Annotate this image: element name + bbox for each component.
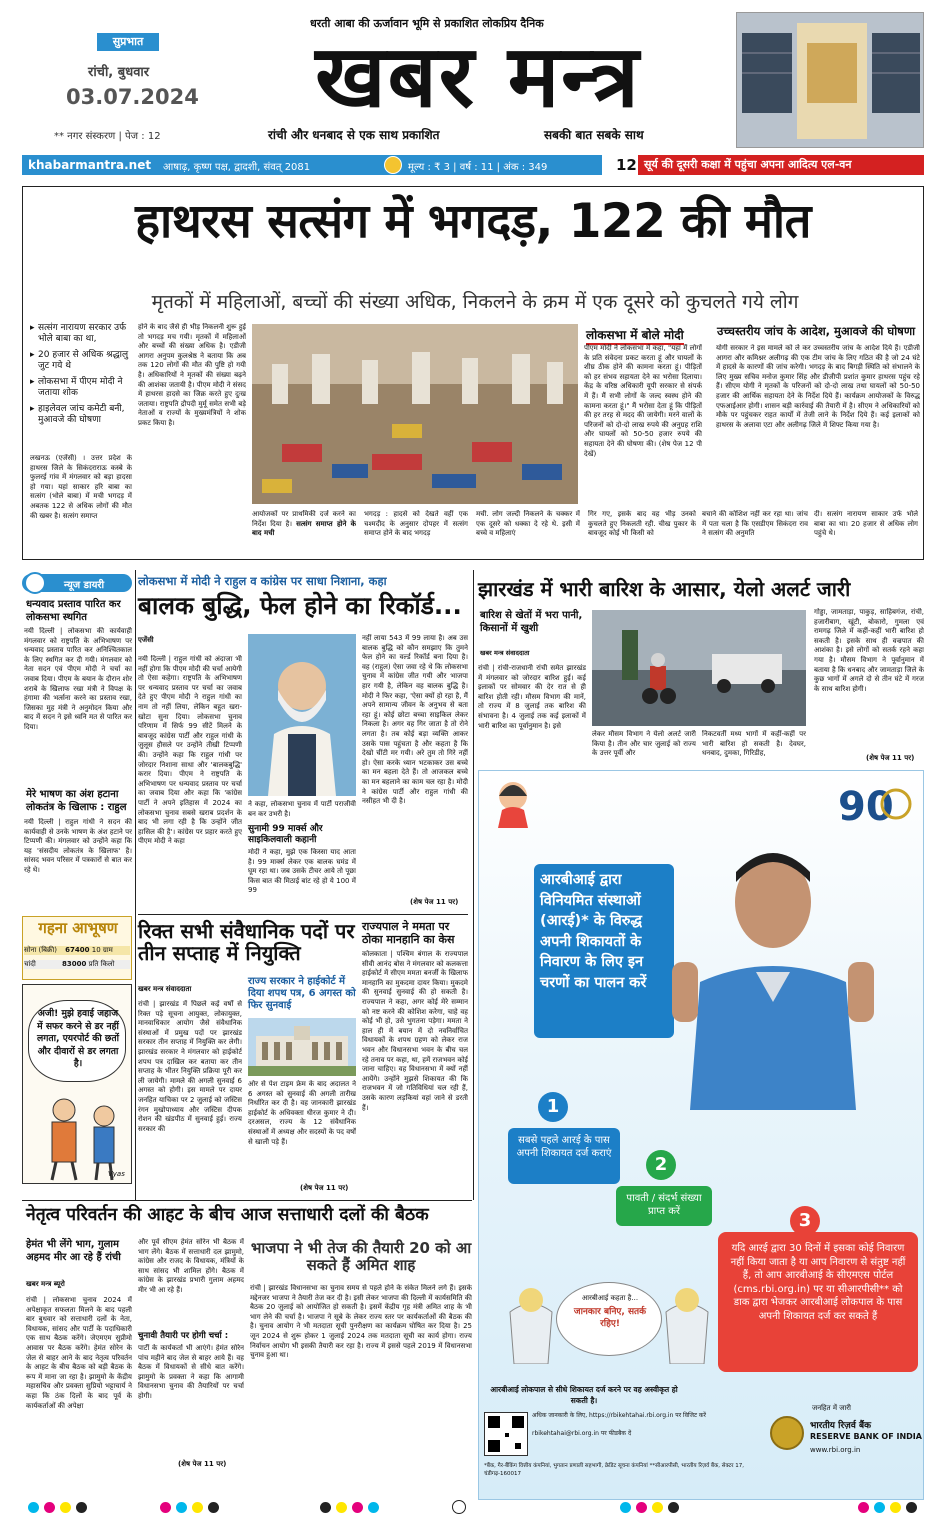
lead-col8: दी। सत्संग नारायण साकार उर्फ भोले बाबा का था। 20 हजार से अधिक लोग पहुंचे थे। [814,510,918,538]
print-dot [176,1502,187,1513]
rbi-footer1[interactable]: अधिक जानकारी के लिए, https://rbikehtahai.rbi.org.in पर विजिट करें [532,1412,706,1419]
rbi-coin-bag [662,1282,712,1364]
website: khabarmantra.net [28,158,152,172]
newspaper-title: खबर मन्त्र [315,27,641,127]
cartoon-text: अजी! मुझे हवाई जहाज में सफर करने से डर नहीं लगता, एयरपोर्ट की छतों और दीवारों से डर लगता है। [37,1008,119,1069]
bullet-item: ▸ 20 हजार से अधिक श्रद्धालु जुट गये थे [30,350,129,371]
bottom-col2-head: चुनावी तैयारी पर होगी चर्चा : [138,1331,229,1341]
gold-label: सोना (बिक्री) [24,946,57,954]
bottom-col2: और पूर्व सीएम हेमंत सोरेन भी बैठक में भाग लेंगे। बैठक में सत्ताधारी दल झामुमो, कांग्रेस और राजद के विधायक, मंत्रियों के साथ सांसद भी शामिल होंगे। बैठक में कांग्रेस के झारखंड प्रभारी गुलाम अहमद मीर भी आ रहे हैं। [138,1238,244,1294]
lead-col3 [252,510,356,552]
lead-bullets [30,323,132,426]
mamta-headline: राज्यपाल ने ममता पर ठोका मानहानि का केस [362,920,455,946]
panchang: आषाढ़, कृष्ण पक्ष, द्वादशी, संवत् 2081 [163,162,311,173]
city-day: रांची, बुधवार [88,65,150,80]
print-dot [60,1502,71,1513]
cartoon-drawing [24,1090,130,1182]
print-dot [320,1502,331,1513]
lead-col2: होने के बाद जैसे ही भीड़ निकलनी शुरू हुई तो भगदड़ मच गयी। मृतकों में महिलाओं और बच्चों की संख्या अधिक है। एडीजी आगरा अनुपम कुलश्रेष्ठ ने बताया कि अब तक 120 लोगों की मौत की पुष्टि हो गयी है। अधिकारियों ने मृतकों की संख्या बढ़ने की आशंका जतायी है। पीएम मोदी ने संसद में हाथरस हादसे का जिक्र करते हुए दुःख जताया। राष्ट्रपति द्रौपदी मुर्मू समेत सभी बड़े नेताओं व राज्यों के मुख्यमंत्रियों ने शोक प्रकट किया है। [138,323,246,427]
posts-headline: रिक्त सभी संवैधानिक पदों पर तीन सप्ताह में नियुक्ति [138,919,355,965]
rbi-footer2[interactable]: rbikehtahai@rbi.org.in पर फीडबैक दें [532,1430,632,1437]
rbi-speech-big: जानकार बनिए, सतर्क रहिए! [573,1307,647,1329]
rbi-url[interactable]: www.rbi.org.in [810,1446,861,1454]
bullet-item: ▸ हाइलेवल जांच कमेटी बनी, मुआवजे की घोषणा [30,404,125,425]
print-dot [44,1502,55,1513]
print-dot [28,1502,39,1513]
modi-photo [248,634,356,796]
lead-headline: हाथरस सत्संग में भगदड़, 122 की मौत [135,194,811,249]
edition-tag: सुप्रभात [97,33,159,51]
bjp-headline: भाजपा ने भी तेज की तैयारी 20 को आ सकते हैं अमित शाह [250,1239,472,1274]
print-dot [76,1502,87,1513]
print-dot [652,1502,663,1513]
print-dot [620,1502,631,1513]
modi-story-col2-text: मोदी ने कहा, मुझे एक किस्सा याद आता है। 99 मार्क्स लेकर एक बालक घमंड में घूम रहा था। जब उसके टीचर आये तो पूछा किस बात की मिठाई बांट रहे हो ये 100 में 99 [248,848,356,895]
masthead-sub-right: सबकी बात सबके साथ [544,128,644,142]
probe-text: योगी सरकार ने इस मामले को ले कर उच्चस्तरीय जांच के आदेश दिये हैं। एडीजी आगरा और कमिश्नर अलीगढ़ की एक टीम जांच के लिए गठित की है जो 24 घंटे में हादसे के कारणों की जांच करेगी। भगदड़ के बाद बिगड़ी स्थिति को संभालने के लिए मुख्य सचिव मनोज कुमार सिंह और डीजीपी प्रशांत कुमार हाथरस पहुंच रहे हैं। सीएम योगी ने मृतकों के परिजनों को दो-दो लाख तथा घायलों को 50-50 हजार की आर्थिक सहायता देने के निर्देश दिये हैं। कार्यक्रम आयोजकों के विरुद्ध एफआईआर होगी। शासन बड़ी कार्रवाई की तैयारी में है। सीएम ने अधिकारियों को मौके पर पहुंचकर राहत कार्यों में तेजी लाने के निर्देश दिये हैं। कई इलाकों को हाथरस के अलावा एटा और अलीगढ़ जिले में शिफ्ट किया गया है। [716,344,920,429]
price-info: मूल्य : ₹ 3 | वर्ष : 11 | अंक : 349 [408,162,548,173]
rbi-90-text: 90 [838,784,894,830]
modi-story-col2: ने कहा, लोकसभा चुनाव में पार्टी पराजीवी बन कर उभरी है। [248,800,356,818]
bottom-cont: (शेष पेज 11 पर) [178,1460,227,1468]
photo-caption: आयोजकों पर प्राथमिकी दर्ज करने का निर्देश दिया है। [252,510,356,528]
modi-story-col3: नहीं लाया 543 में 99 लाया है। अब उस बालक बुद्धि को कौन समझाए कि तुमने फेल होने का वर्ल्ड रिकॉर्ड बना दिया है। वह (राहुल) ऐसा जवा रहे थे कि लोकसभा चुनाव में कांग्रेस जीत गयी और भाजपा हार गयी है, लेकिन वह बालक बुद्धि है। मोदी ने फिर कहा, 'ऐसा क्यों हो रहा है, मैं अपने सामान्य जीवन के अनुभव से बता रहा हूं। कोई छोटा बच्चा साइकिल लेकर निकला है। अगर वह गिर जाता है तो रोने लगता है। तब कोई बड़ा व्यक्ति आकर उसके पास पहुंचता है और कहता है कि देखो चींटी मर गयी। अरे तुम तो गिरे नहीं हो। ऐसा करके ध्यान भटकाकर उस बच्चे का मन बहला देते हैं। तो आजकल बच्चे का मन बहलाने का काम चल रहा है। मोदी ने कांग्रेस पार्टी और राहुल गांधी की नसीहत भी दी है। [362,634,468,806]
price-badge-icon [384,156,402,174]
rain-col3: गोड्डा, जामताड़ा, पाकुड़, साहिबगंज, रांची, हजारीबाग, खूंटी, बोकारो, गुमला एवं रामगढ़ जिले में कहीं-कहीं भारी बारिश हो सकती है। इसके साथ ही वज्रपात की आशंका है। इसे लोगों को सतर्क रहने कहा गया है। मौसम विभाग ने पूर्वानुमान में बताया है कि धनबाद और जामताड़ा जिले के कुछ भागों में अगले दो से तीन घंटे में गरज के साथ बारिश होगी। [814,608,924,693]
left-item1-head: धन्यवाद प्रस्ताव पारित कर लोकसभा स्थगित [26,599,121,623]
lead-col6: गिर गए, इसके बाद वह भीड़ उनको कुचलते हुए निकलती रही. चीख पुकार के बावजूद कोई भी किसी को [588,510,696,538]
bullet-item: ▸ सत्संग नारायण सरकार उर्फ भोले बाबा का था, [30,323,127,344]
rbi-logo-icon [770,1416,804,1450]
divider [473,570,474,1200]
gold-unit: 10 ग्राम [91,946,113,954]
gold-row [24,946,130,955]
rbi-headline: आरबीआई द्वारा विनियमित संस्थाओं (आरई)* के विरुद्ध अपनी शिकायतों के निवारण के लिए इन चरणों का पालन करें [540,872,647,991]
print-dot [636,1502,647,1513]
lead-col5: मची. लोग जल्दी निकलने के चक्कर में एक दूसरे को धक्का दे रहे थे. इसी में बच्चे व महिलाएं [476,510,580,538]
modi-story-col1: नयी दिल्ली | राहुल गांधी को अंदाजा भी नहीं होगा कि पीएम मोदी की चर्चा आयेगी तो ऐसा कहेगा। राष्ट्रपति के अभिभाषण पर धन्यवाद प्रस्ताव पर चर्चा का जवाब देते हुए पीएम मोदी ने राहुल गांधी का नाम तो नहीं लिया, लेकिन बहुत खरा-खोटा सुना दिया। लोकसभा चुनाव परिणाम में सिर्फ 99 सीटें मिलने के बावजूद कांग्रेस पार्टी और राहुल गांधी के जुलूस हौसले पर उन्होंने तीखी टिप्पणी की। उन्होंने कहा कि राहुल गांधी पर जोरदार निशाना साधा और 'बालकबुद्धि' करार दिया। पीएम ने राष्ट्रपति के अभिभाषण पर धन्यवाद प्रस्ताव पर चर्चा का जवाब दिया और कहा कि 'कांग्रेस पार्टी ने अपने इतिहास में 2024 का लोकसभा चुनाव सबसे खराब प्रदर्शन के बाद भी लगा रही है कि उन्होंने जीत हासिल की है'। कांग्रेस पर प्रहार करते हुए पीएम मोदी ने कहा [138,655,242,846]
rain-byline: खबर मन्त्र संवाददाता [480,649,530,657]
silver-row [24,960,130,969]
bullet-item: ▸ लोकसभा में पीएम मोदी ने जताया शोक [30,377,123,398]
news-diary-label: न्यूज डायरी [64,580,105,591]
rain-subhead: बारिश से खेतों में भरा पानी, किसानों में खुशी [480,610,583,634]
rain-col1: रांची | रांची-राजधानी रांची समेत झारखंड में मंगलवार को जोरदार बारिश हुई। कई इलाकों पर सोमवार की देर रात से ही बारिश होती रही। मौसम विभाग की मानें, तो राज्य में 8 जुलाई तक बारिश की संभावना है। 4 जुलाई तक कई इलाकों में भारी बारिश का पूर्वानुमान है। इसे [478,664,586,730]
bottom-col1: रांची | लोकसभा चुनाव 2024 में अपेक्षाकृत सफलता मिलने के बाद पहली बार बुधवार को सत्ताधारी दलों के नेता, विधायक, सांसद और पार्टी के पदाधिकारी एक साथ बैठक करेंगे। जेएमएम सुप्रीमो आवास पर बैठक करेंगे। हेमंत सोरेन के जेल से बाहर आने के बाद नेतृत्व परिवर्तन के आहट के बीच बैठक को बड़ी बैठक के रूप में माना जा रहा है। झामुमो के केंद्रीय महासचिव और प्रवक्ता सुप्रियो भट्टाचार्य ने कहा कि ठंक दिलों के बाद पूर्व के कार्यकर्ताओं की अपेक्षा [26,1296,132,1410]
rbi-coin-bag [506,1282,556,1364]
print-dot [858,1502,869,1513]
bottom-col2-text: पार्टी के कार्यकर्ता भी आएंगे। हेमंत सोरेन पांच महीने बाद जेल से बाहर आये हैं। वह बैठक में विधायकों से सीधे बात करेंगे। झामुमो के प्रवक्ता ने कहा कि आगामी विधानसभा चुनाव की तैयारियों पर चर्चा होगी। [138,1344,244,1400]
modi-box-text: पीएम मोदी ने लोकसभा में कहा, "यहां मैं लोगों के प्रति संवेदना प्रकट करता हूं और घायलों के शीघ्र ठीक होने की कामना करता हूं। पीड़ितों को हर संभव सहायता देने का भरोसा दिलाया। केंद्र के वरिष्ठ अधिकारी यूपी सरकार से संपर्क में हैं। मैं सभी लोगों के जल्द स्वस्थ होने की कामना करता हूं।" मैं भरोसा देता हूं कि पीड़ितों की हर तरह से मदद की जायेगी। मरने वालों के परिजनों को दो-दो लाख रुपये की अनुग्रह राशि और घायलों को 50-50 हजार रुपये की सहायता देने की घोषणा की। (शेष पेज 12 पी देखें) [584,344,702,458]
print-dot [208,1502,219,1513]
modi-box-head: लोकसभा में बोले मोदी [586,326,684,345]
lead-col1: लखनऊ (एजेंसी) । उत्तर प्रदेश के हाथरस जिले के सिकंदराराऊ कस्बे के फुलरई गांव में मंगलवार को बड़ा हादसा हो गया। यहां साकार हरि बाबा का सत्संग (भोले बाबा) में मची भगदड़ में अबतक 122 से अधिक लोगों की मौत की खबर है। सत्संग समाप्त [30,454,132,520]
modi-story-headline: बालक बुद्धि, फेल होने का रिकॉर्ड... [138,591,462,620]
rbi-step3-circle: 3 [790,1206,820,1236]
silver-label: चांदी [24,960,36,968]
promo-strip[interactable]: सूर्य की दूसरी कक्षा में पहुंचा अपना आदित्य एल-वन [638,155,924,175]
rbi-step3: यदि आरई द्वारा 30 दिनों में इसका कोई निवारण नहीं किया जाता है या आप निवारण से संतुष्ट नहीं हैं, तो आप आरबीआई के सीएमएस पोर्टल (cms.rbi.org.in) पर या सीआरपीसी** को डाक द्वारा भेजकर आरबीआई लोकपाल के पास अपनी शिकायत दर्ज कर सकते हैं [718,1232,918,1372]
issue-date: 03.07.2024 [66,85,199,109]
rbi-issued-by: जनहित में जारी [812,1404,851,1412]
silver-price: 83000 [62,960,87,968]
rbi-90-badge [836,780,916,830]
rbi-step2-circle: 2 [646,1150,676,1180]
rbi-speech-small: आरबीआई कहता है... [581,1294,639,1302]
print-dot [336,1502,347,1513]
rbi-model-photo [660,842,886,1110]
rbi-step1-circle: 1 [538,1092,568,1122]
posts-col2: ओर से पेश टाइम फ्रेम के बाद अदालत ने 6 अगस्त को सुनवाई की अगली तारीख निर्धारित कर दी है। वह जानकारी झारखंड हाईकोर्ट के अधिवक्ता धीरज कुमार ने दी। दरअसल, राज्य के 12 संवैधानिक संस्थाओं में अध्यक्ष और सदस्यों के पद वर्षों से खाली पड़े हैं। [248,1080,356,1146]
print-dot [352,1502,363,1513]
jewel-logo: गहना आभूषण [38,919,118,937]
left-item1-text: नयी दिल्ली | लोकसभा की कार्यवाही मंगलवार को राष्ट्रपति के अभिभाषण पर धन्यवाद प्रस्ताव पारित कर अनिश्चितकाल के लिए स्थगित कर दी गयी। मंगलवार को नेता सदन एवं पीएम मोदी ने चर्चा का जवाब दिया। पीएम के बयान के दौरान शोर शराबे के खिलाफ रखा मंत्री ने विपक्ष के हंगामा की भर्त्सना करने का प्रस्ताव रखा, जिसका मुह मंत्री ने अनुमोदन किया और बाद में सदन ने इसे ध्वनि मत से पारित कर दिया। [24,627,132,731]
left-item2-text: नयी दिल्ली | राहुल गांधी ने सदन की कार्यवाही से उनके भाषण के अंश हटाने पर टिप्पणी की। मंगलवार को उन्होंने कहा कि यह 'संसदीय लोकतंत्र के खिलाफ' है। सांसद भवन परिसर में पत्रकारों से बात कर रहे थे। [24,818,132,874]
gold-price: 67400 [65,946,90,954]
photo-caption-bold: सत्संग समाप्त होने के बाद मची [252,519,356,538]
satellite-photo [736,12,924,148]
print-dot [160,1502,171,1513]
rain-cont: (शेष पेज 11 पर) [866,754,915,762]
print-dot [874,1502,885,1513]
rbi-note: आरबीआई लोकपाल से सीधे शिकायत दर्ज करने पर वह अस्वीकृत हो सकती है। [490,1385,678,1405]
print-dot [192,1502,203,1513]
print-dot [668,1502,679,1513]
bottom-byline: खबर मन्त्र ब्यूरो [26,1280,65,1288]
rain-caption-a: लेकर मौसम विभाग ने येलो अलर्ट जारी किया है। तीन और चार जुलाई को राज्य के उत्तर पूर्वी और [592,730,696,758]
posts-byline: खबर मन्त्र संवाददाता [138,985,192,993]
divider [22,1200,472,1201]
rbi-bank-hi: भारतीय रिज़र्व बैंक [810,1421,872,1431]
rbi-step1: सबसे पहले आरई के पास अपनी शिकायत दर्ज कराएं [508,1128,620,1184]
bjp-text: रांची | झारखंड विधानसभा का चुनाव समय से पहले होने के संकेत मिलने लगे हैं। इसके मद्देनजर भाजपा ने तैयारी तेज कर दी है। इसी लेकर भाजपा की दिल्ली में कार्यसमिति की बैठक 20 जुलाई को आयोजित हो सकती है। इसमें केंद्रीय गृह मंत्री अमित शाह के भी भाग लेने की चर्चा है। भाजपा ने सूबे के लेकर राज्य स्तर पर कार्यकर्ताओं की बैठक की है। चुनाव आयोग ने भी मतदाता सूची पुनरीक्षण का कार्यक्रम घोषित कर दिया है। 25 जून 2024 से शुरू होकर 1 जुलाई 2024 तक मतदाता सूची का कार्य होगा। राज्य निर्वाचन आयोग भी इसकी तैयारी कर रहा है। राज्य में इससे पहले 2019 में विधानसभा चुनाव हुआ था। [250,1284,472,1360]
rbi-footer3: *बैंक, गैर-बैंकिंग वित्तीय कंपनियां, भुगतान प्रणाली सहभागी, क्रेडिट सूचना कंपनियां **सीआरपीसी, भारतीय रिज़र्व बैंक, सेक्टर 17, चंडीगढ़-160017 [484,1463,744,1477]
posts-cont: (शेष पेज 11 पर) [300,1184,349,1192]
modi-story-cont: (शेष पेज 11 पर) [410,898,459,906]
silver-unit: प्रति किलो [88,960,115,968]
cartoon-signature: Vyas [108,1170,125,1178]
posts-subhead: राज्य सरकार ने हाईकोर्ट में दिया शपथ पत्र, 6 अगस्त को फिर सुनवाई [248,976,356,1011]
divider [138,914,468,915]
posts-col1: रांची | झारखंड में पिछले कई वर्षों से रिक्त पड़े सूचना आयुक्त, लोकायुक्त, मानवाधिकार आयोग जैसे संवैधानिक संस्थाओं में प्रमुख पदों पर झारखंड सरकार तीन सप्ताह में नियुक्ति कर लेगी। झारखंड सरकार ने मंगलवार को हाईकोर्ट शपथ पत्र दाखिल कर बताया कर तीन सप्ताह के भीतर नियुक्ति प्रक्रिया पूरी कर ली जायेगी। मामले की अगली सुनवाई 6 अगस्त को होगी। इस मामले पर दायर जनहित याचिका पर 2 जुलाई को जस्टिस रंगन मुखोपाध्याय और जस्टिस दीपक रोशन की खंडपीठ में सुनवाई हुई। राज्य सरकार की [138,1000,242,1133]
bottom-headline: नेतृत्व परिवर्तन की आहट के बीच आज सत्ताधारी दलों की बैठक [26,1205,429,1225]
stampede-photo [252,324,578,504]
left-item2-head: मेरे भाषण का अंश हटाना लोकतंत्र के खिलाफ : राहुल [26,789,127,813]
masthead-tagline: धरती आबा की ऊर्जावान भूमि से प्रकाशित लोकप्रिय दैनिक [310,17,544,30]
probe-head: उच्चस्तरीय जांच के आदेश, मुआवजे की घोषणा [717,324,916,338]
modi-story-kicker: लोकसभा में मोदी ने राहुल व कांग्रेस पर साधा निशाना, कहा [138,574,387,588]
bottom-subhead: हेमंत भी लेंगे भाग, गुलाम अहमद मीर आ रहे हैं रांची [26,1239,121,1263]
highcourt-photo [248,1018,356,1076]
edition-page: ** नगर संस्करण | पेज : 12 [54,131,161,142]
masthead-sub-left: रांची और धनबाद से एक साथ प्रकाशित [268,128,440,142]
mamta-text: कोलकाता | पश्चिम बंगाल के राज्यपाल सीवी आनंद बोस ने मंगलवार को कलकत्ता हाईकोर्ट में सीएम ममता बनर्जी के खिलाफ मानहानि का मुकदमा दायर किया। मुकदमे की सुनवाई सुनवाई की हो सकती है। राज्यपाल ने कहा, अगर कोई मेरे सम्मान को नष्ट करने की कोशिश करेगा, चाहे वह कोई भी हो, उसे भुगतना पड़ेगा। ममता ने हाल ही में बयान में दो नवनिर्वाचित विधायकों के शपथ ग्रहण को लेकर राज भवन और विधानसभा भवन के बीच चल रहे तनाव पर कहा, था, हमें राजभवन कोई जाना चाहिए। वह विधानसभा में क्यों नहीं आयेंगे। उन्होंने मुझसे शिकायत की कि राजभवन में जो गतिविधियां चल रही हैं, उसके कारण लड़कियां वहां जाने से डरती हैं। [362,950,468,1112]
lead-col4: भगदड़ : हादसे को देखते वहीं एक चश्मदीद के अनुसार दोपहर में सत्संग समाप्त होने के बाद भगदड़ [364,510,468,538]
rbi-qr-icon [484,1412,528,1456]
rbi-bank-en: RESERVE BANK OF INDIA [810,1432,922,1441]
lead-col7: बचाने की कोशिश नहीं कर रहा था। जांच में पता चला है कि एसडीएम सिकंदरा राव ने सत्संग की अनुमति [702,510,808,538]
modi-story-col2-head: सुनामी 99 मार्क्स और साइकिलवाली कहानी [248,824,323,845]
rain-headline: झारखंड में भारी बारिश के आसार, येलो अलर्ट जारी [478,577,851,601]
registration-mark-icon [452,1500,466,1514]
print-dot [890,1502,901,1513]
rain-photo [592,610,806,726]
print-dot [906,1502,917,1513]
rain-caption-b: निकटवर्ती मध्य भागों में कहीं-कहीं पर भारी बारिश हो सकती है। देवघर, धनबाद, दुमका, गिरिडीह, [702,730,806,758]
promo-page-number: 12 [616,156,637,174]
lead-subheadline: मृतकों में महिलाओं, बच्चों की संख्या अधिक, निकलने के क्रम में एक दूसरे को कुचलते गये लोग [151,291,799,313]
rbi-step2: पावती / संदर्भ संख्या प्राप्त करें [616,1186,712,1226]
rbi-mascot-icon [490,778,536,828]
modi-story-byline: एजेंसी [138,636,154,644]
print-dot [368,1502,379,1513]
news-diary-icon [24,572,46,594]
divider [135,570,136,1200]
